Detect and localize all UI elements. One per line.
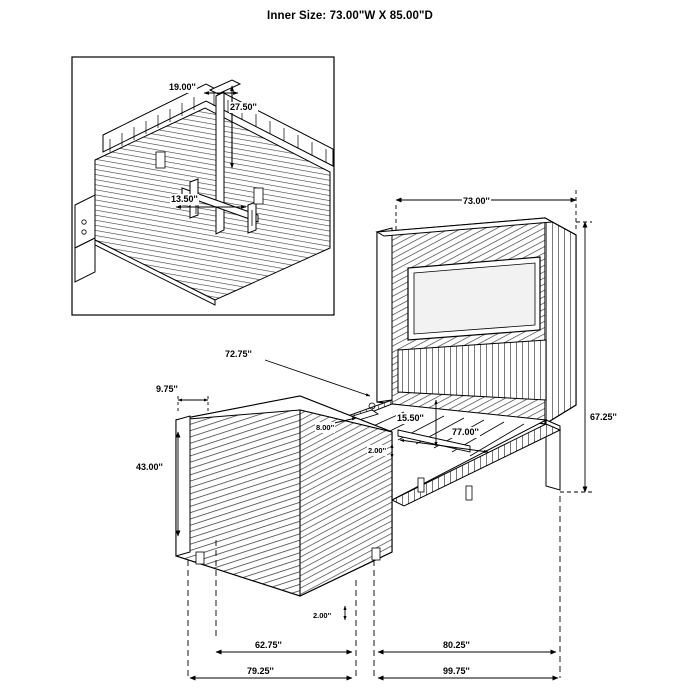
dim-label-overall-9975: 99.75'' [443, 666, 470, 676]
dim-label-leg-200-a: 2.00'' [368, 446, 387, 455]
dim-label-width-73: 73.00'' [463, 196, 490, 206]
dim-label-detail-19: 19.00'' [169, 82, 196, 92]
dim-label-overall-7925: 79.25'' [247, 666, 274, 676]
dim-label-side-975: 9.75'' [156, 384, 178, 394]
dim-label-gap-800: 8.00'' [316, 423, 335, 432]
dim-label-rail-7275: 72.75'' [225, 349, 252, 359]
dim-label-span-6275: 62.75'' [255, 640, 282, 650]
page-title: Inner Size: 73.00"W X 85.00"D [267, 10, 433, 22]
dim-label-leg-200-b: 2.00'' [313, 611, 332, 620]
dim-label-foot-4300: 43.00'' [136, 462, 163, 472]
dim-label-span-8025: 80.25'' [443, 640, 470, 650]
dim-label-deck-7700: 77.00'' [452, 427, 479, 437]
dim-label-detail-2750: 27.50'' [230, 102, 257, 112]
dim-label-slat-1550: 15.50'' [397, 413, 424, 423]
headboard [377, 218, 576, 424]
dim-label-height-6725: 67.25'' [590, 412, 617, 422]
footboard [176, 396, 392, 596]
dim-label-detail-1350: 13.50'' [171, 194, 198, 204]
